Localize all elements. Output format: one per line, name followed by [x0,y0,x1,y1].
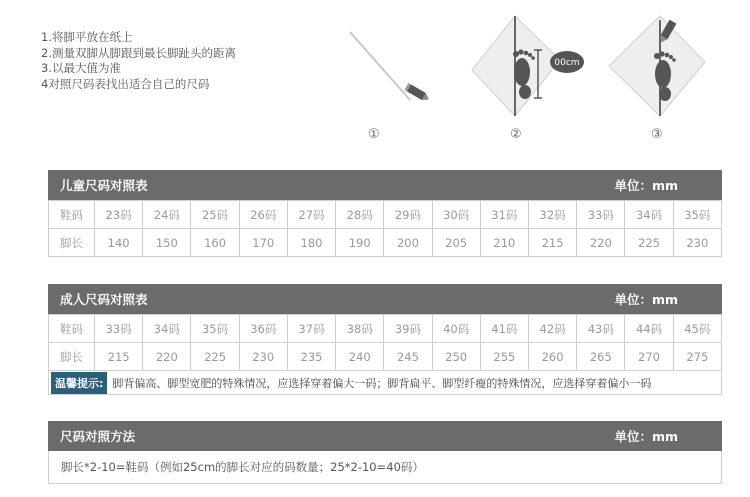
length-cell: 170 [239,229,287,257]
method-header [48,421,722,451]
length-cell: 240 [336,343,384,371]
table-row [49,315,722,343]
size-cell: 43码 [577,315,625,343]
size-cell: 39码 [384,315,432,343]
size-cell: 38码 [336,315,384,343]
row-label: 鞋码 [49,201,95,229]
length-cell: 275 [673,343,721,371]
length-cell: 140 [95,229,143,257]
size-cell: 24码 [143,201,191,229]
size-cell: 30码 [432,201,480,229]
foot-measure-icon [470,12,590,124]
step-1-illustration [340,12,430,122]
kids-table-title: 儿童尺码对照表 [60,178,148,193]
size-cell: 33码 [95,315,143,343]
row-label: 脚长 [49,343,95,371]
size-cell: 26码 [239,201,287,229]
instruction-4: 4对照尺码表找出适合自己的尺码 [41,76,210,91]
length-cell: 245 [384,343,432,371]
method-text: 脚长*2-10=鞋码（例如25cm的脚长对应的码数量；25*2-10=40码） [48,451,722,484]
size-cell: 34码 [143,315,191,343]
row-label: 鞋码 [49,315,95,343]
length-cell: 250 [432,343,480,371]
instruction-1: 1.将脚平放在纸上 [41,30,133,44]
length-cell: 230 [673,229,721,257]
size-cell: 32码 [528,201,576,229]
foot-pencil-icon [605,12,715,124]
step-3-number: ③ [651,127,663,142]
length-cell: 260 [528,343,576,371]
size-cell: 40码 [432,315,480,343]
tip-label: 温馨提示: [51,372,107,394]
size-cell: 28码 [336,201,384,229]
length-cell: 215 [95,343,143,371]
size-cell: 29码 [384,201,432,229]
step-1-number: ① [368,127,380,142]
length-cell: 225 [191,343,239,371]
adult-size-table [48,314,722,371]
length-cell: 225 [625,229,673,257]
size-cell: 25码 [191,201,239,229]
length-cell: 200 [384,229,432,257]
size-cell: 27码 [287,201,335,229]
size-cell: 33码 [577,201,625,229]
kids-table-unit: 单位：mm [614,178,678,193]
length-cell: 220 [577,229,625,257]
length-cell: 180 [287,229,335,257]
size-cell: 23码 [95,201,143,229]
size-cell: 35码 [673,201,721,229]
kids-size-section [48,170,722,257]
measure-label: 00cm [554,58,580,68]
length-cell: 190 [336,229,384,257]
length-cell: 220 [143,343,191,371]
length-cell: 235 [287,343,335,371]
kids-table-header [48,170,722,200]
size-cell: 37码 [287,315,335,343]
step-3-illustration [605,12,715,124]
adult-table-title: 成人尺码对照表 [60,292,148,307]
length-cell: 160 [191,229,239,257]
table-row [49,343,722,371]
length-cell: 270 [625,343,673,371]
pencil-icon [340,12,430,122]
size-cell: 31码 [480,201,528,229]
instruction-2: 2.测量双脚从脚跟到最长脚趾头的距离 [41,45,236,60]
length-cell: 205 [432,229,480,257]
length-cell: 255 [480,343,528,371]
length-cell: 215 [528,229,576,257]
fit-tip [48,371,722,395]
size-cell: 41码 [480,315,528,343]
instruction-3: 3.以最大值为准 [41,61,121,75]
step-2-number: ② [510,127,522,142]
length-cell: 230 [239,343,287,371]
method-unit: 单位：mm [614,429,678,444]
row-label: 脚长 [49,229,95,257]
table-row [49,229,722,257]
adult-size-section [48,284,722,395]
adult-table-unit: 单位：mm [614,292,678,307]
size-cell: 42码 [528,315,576,343]
size-cell: 34码 [625,201,673,229]
tip-text: 脚背偏高、脚型宽肥的特殊情况，应选择穿着偏大一码；脚背扁平、脚型纤瘦的特殊情况，应选择穿着偏小一码 [112,376,652,390]
size-cell: 35码 [191,315,239,343]
length-cell: 210 [480,229,528,257]
table-row [49,201,722,229]
method-title: 尺码对照方法 [60,429,136,444]
kids-size-table [48,200,722,257]
size-method-section [48,421,722,484]
size-cell: 44码 [625,315,673,343]
length-cell: 150 [143,229,191,257]
size-cell: 36码 [239,315,287,343]
instructions [41,30,236,92]
adult-table-header [48,284,722,314]
size-cell: 45码 [673,315,721,343]
length-cell: 265 [577,343,625,371]
step-2-illustration [470,12,590,124]
